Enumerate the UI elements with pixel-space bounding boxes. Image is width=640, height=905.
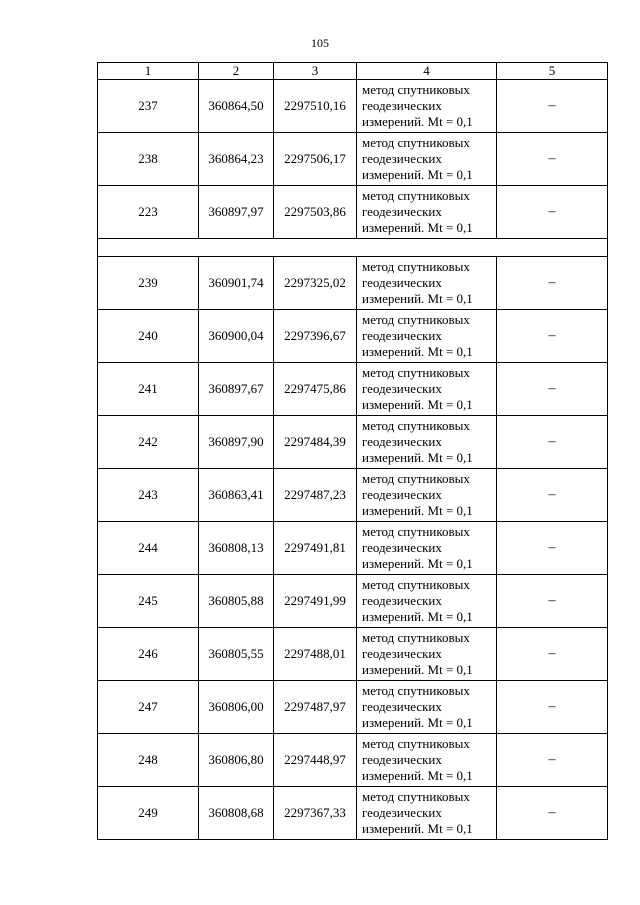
method-line: измерений. Mt = 0,1 [362, 821, 473, 836]
table-row [98, 80, 608, 133]
coord-y: 2297487,23 [274, 469, 357, 522]
method-cell [357, 681, 497, 734]
point-number: 245 [98, 575, 199, 628]
coord-x: 360805,55 [199, 628, 274, 681]
coord-y: 2297491,81 [274, 522, 357, 575]
note-cell: – [497, 363, 608, 416]
coord-y: 2297448,97 [274, 734, 357, 787]
method-cell [357, 416, 497, 469]
coord-x: 360806,00 [199, 681, 274, 734]
note-cell: – [497, 469, 608, 522]
method-line: геодезических [362, 98, 442, 113]
note-cell: – [497, 734, 608, 787]
note-cell: – [497, 681, 608, 734]
table-row [98, 681, 608, 734]
method-line: метод спутниковых [362, 683, 470, 698]
note-cell: – [497, 787, 608, 840]
method-line: измерений. Mt = 0,1 [362, 344, 473, 359]
method-cell [357, 734, 497, 787]
method-line: метод спутниковых [362, 188, 470, 203]
coord-y: 2297475,86 [274, 363, 357, 416]
point-number: 239 [98, 257, 199, 310]
table-row [98, 257, 608, 310]
method-line: геодезических [362, 699, 442, 714]
method-line: геодезических [362, 275, 442, 290]
point-number: 247 [98, 681, 199, 734]
method-line: метод спутниковых [362, 471, 470, 486]
coord-y: 2297484,39 [274, 416, 357, 469]
table-header-row [98, 63, 608, 80]
method-line: метод спутниковых [362, 418, 470, 433]
table-row [98, 787, 608, 840]
coord-y: 2297367,33 [274, 787, 357, 840]
coord-y: 2297510,16 [274, 80, 357, 133]
coord-x: 360806,80 [199, 734, 274, 787]
coord-x: 360805,88 [199, 575, 274, 628]
header-col-4: 4 [357, 63, 497, 80]
coord-x: 360897,90 [199, 416, 274, 469]
method-line: геодезических [362, 593, 442, 608]
method-cell [357, 186, 497, 239]
method-cell [357, 80, 497, 133]
point-number: 237 [98, 80, 199, 133]
method-line: геодезических [362, 381, 442, 396]
method-line: измерений. Mt = 0,1 [362, 450, 473, 465]
table-row [98, 469, 608, 522]
method-line: геодезических [362, 151, 442, 166]
header-col-5: 5 [497, 63, 608, 80]
point-number: 240 [98, 310, 199, 363]
table-body-top [98, 80, 608, 239]
method-line: геодезических [362, 646, 442, 661]
method-line: метод спутниковых [362, 259, 470, 274]
header-col-3: 3 [274, 63, 357, 80]
coord-y: 2297506,17 [274, 133, 357, 186]
note-cell: – [497, 133, 608, 186]
method-cell [357, 257, 497, 310]
table-row [98, 522, 608, 575]
table-row [98, 734, 608, 787]
page-number: 105 [311, 36, 329, 50]
point-number: 246 [98, 628, 199, 681]
method-line: геодезических [362, 752, 442, 767]
method-line: геодезических [362, 328, 442, 343]
header-col-2: 2 [199, 63, 274, 80]
point-number: 241 [98, 363, 199, 416]
method-line: метод спутниковых [362, 365, 470, 380]
method-cell [357, 628, 497, 681]
method-line: измерений. Mt = 0,1 [362, 397, 473, 412]
method-line: метод спутниковых [362, 312, 470, 327]
point-number: 249 [98, 787, 199, 840]
method-line: метод спутниковых [362, 630, 470, 645]
table-row [98, 416, 608, 469]
method-line: измерений. Mt = 0,1 [362, 291, 473, 306]
table-row [98, 628, 608, 681]
method-line: метод спутниковых [362, 736, 470, 751]
method-line: геодезических [362, 434, 442, 449]
method-line: геодезических [362, 805, 442, 820]
coord-x: 360808,13 [199, 522, 274, 575]
method-cell [357, 133, 497, 186]
method-line: геодезических [362, 540, 442, 555]
method-cell [357, 363, 497, 416]
method-line: измерений. Mt = 0,1 [362, 503, 473, 518]
coord-x: 360864,23 [199, 133, 274, 186]
coord-x: 360864,50 [199, 80, 274, 133]
point-number: 244 [98, 522, 199, 575]
point-number: 238 [98, 133, 199, 186]
coord-y: 2297487,97 [274, 681, 357, 734]
note-cell: – [497, 310, 608, 363]
method-cell [357, 310, 497, 363]
method-line: измерений. Mt = 0,1 [362, 768, 473, 783]
method-cell [357, 575, 497, 628]
separator-row [98, 239, 608, 257]
coord-x: 360808,68 [199, 787, 274, 840]
method-line: измерений. Mt = 0,1 [362, 220, 473, 235]
method-line: геодезических [362, 204, 442, 219]
coord-x: 360901,74 [199, 257, 274, 310]
coord-x: 360897,97 [199, 186, 274, 239]
coord-y: 2297503,86 [274, 186, 357, 239]
table-row [98, 186, 608, 239]
table-body-bottom [98, 257, 608, 840]
method-line: метод спутниковых [362, 789, 470, 804]
note-cell: – [497, 522, 608, 575]
method-line: измерений. Mt = 0,1 [362, 114, 473, 129]
method-cell [357, 522, 497, 575]
coordinates-table [97, 62, 608, 840]
note-cell: – [497, 186, 608, 239]
method-line: измерений. Mt = 0,1 [362, 662, 473, 677]
coord-y: 2297491,99 [274, 575, 357, 628]
method-cell [357, 787, 497, 840]
point-number: 223 [98, 186, 199, 239]
coord-y: 2297488,01 [274, 628, 357, 681]
note-cell: – [497, 80, 608, 133]
method-line: измерений. Mt = 0,1 [362, 715, 473, 730]
method-line: метод спутниковых [362, 524, 470, 539]
point-number: 248 [98, 734, 199, 787]
method-line: метод спутниковых [362, 82, 470, 97]
note-cell: – [497, 575, 608, 628]
method-line: измерений. Mt = 0,1 [362, 167, 473, 182]
method-line: измерений. Mt = 0,1 [362, 556, 473, 571]
table-separator [98, 239, 608, 257]
coord-y: 2297325,02 [274, 257, 357, 310]
note-cell: – [497, 257, 608, 310]
note-cell: – [497, 628, 608, 681]
table-row [98, 575, 608, 628]
note-cell: – [497, 416, 608, 469]
method-line: метод спутниковых [362, 577, 470, 592]
method-line: измерений. Mt = 0,1 [362, 609, 473, 624]
coord-x: 360897,67 [199, 363, 274, 416]
point-number: 242 [98, 416, 199, 469]
method-line: геодезических [362, 487, 442, 502]
method-cell [357, 469, 497, 522]
method-line: метод спутниковых [362, 135, 470, 150]
coord-x: 360900,04 [199, 310, 274, 363]
point-number: 243 [98, 469, 199, 522]
coord-y: 2297396,67 [274, 310, 357, 363]
table-row [98, 133, 608, 186]
header-col-1: 1 [98, 63, 199, 80]
table-row [98, 363, 608, 416]
coord-x: 360863,41 [199, 469, 274, 522]
table-row [98, 310, 608, 363]
